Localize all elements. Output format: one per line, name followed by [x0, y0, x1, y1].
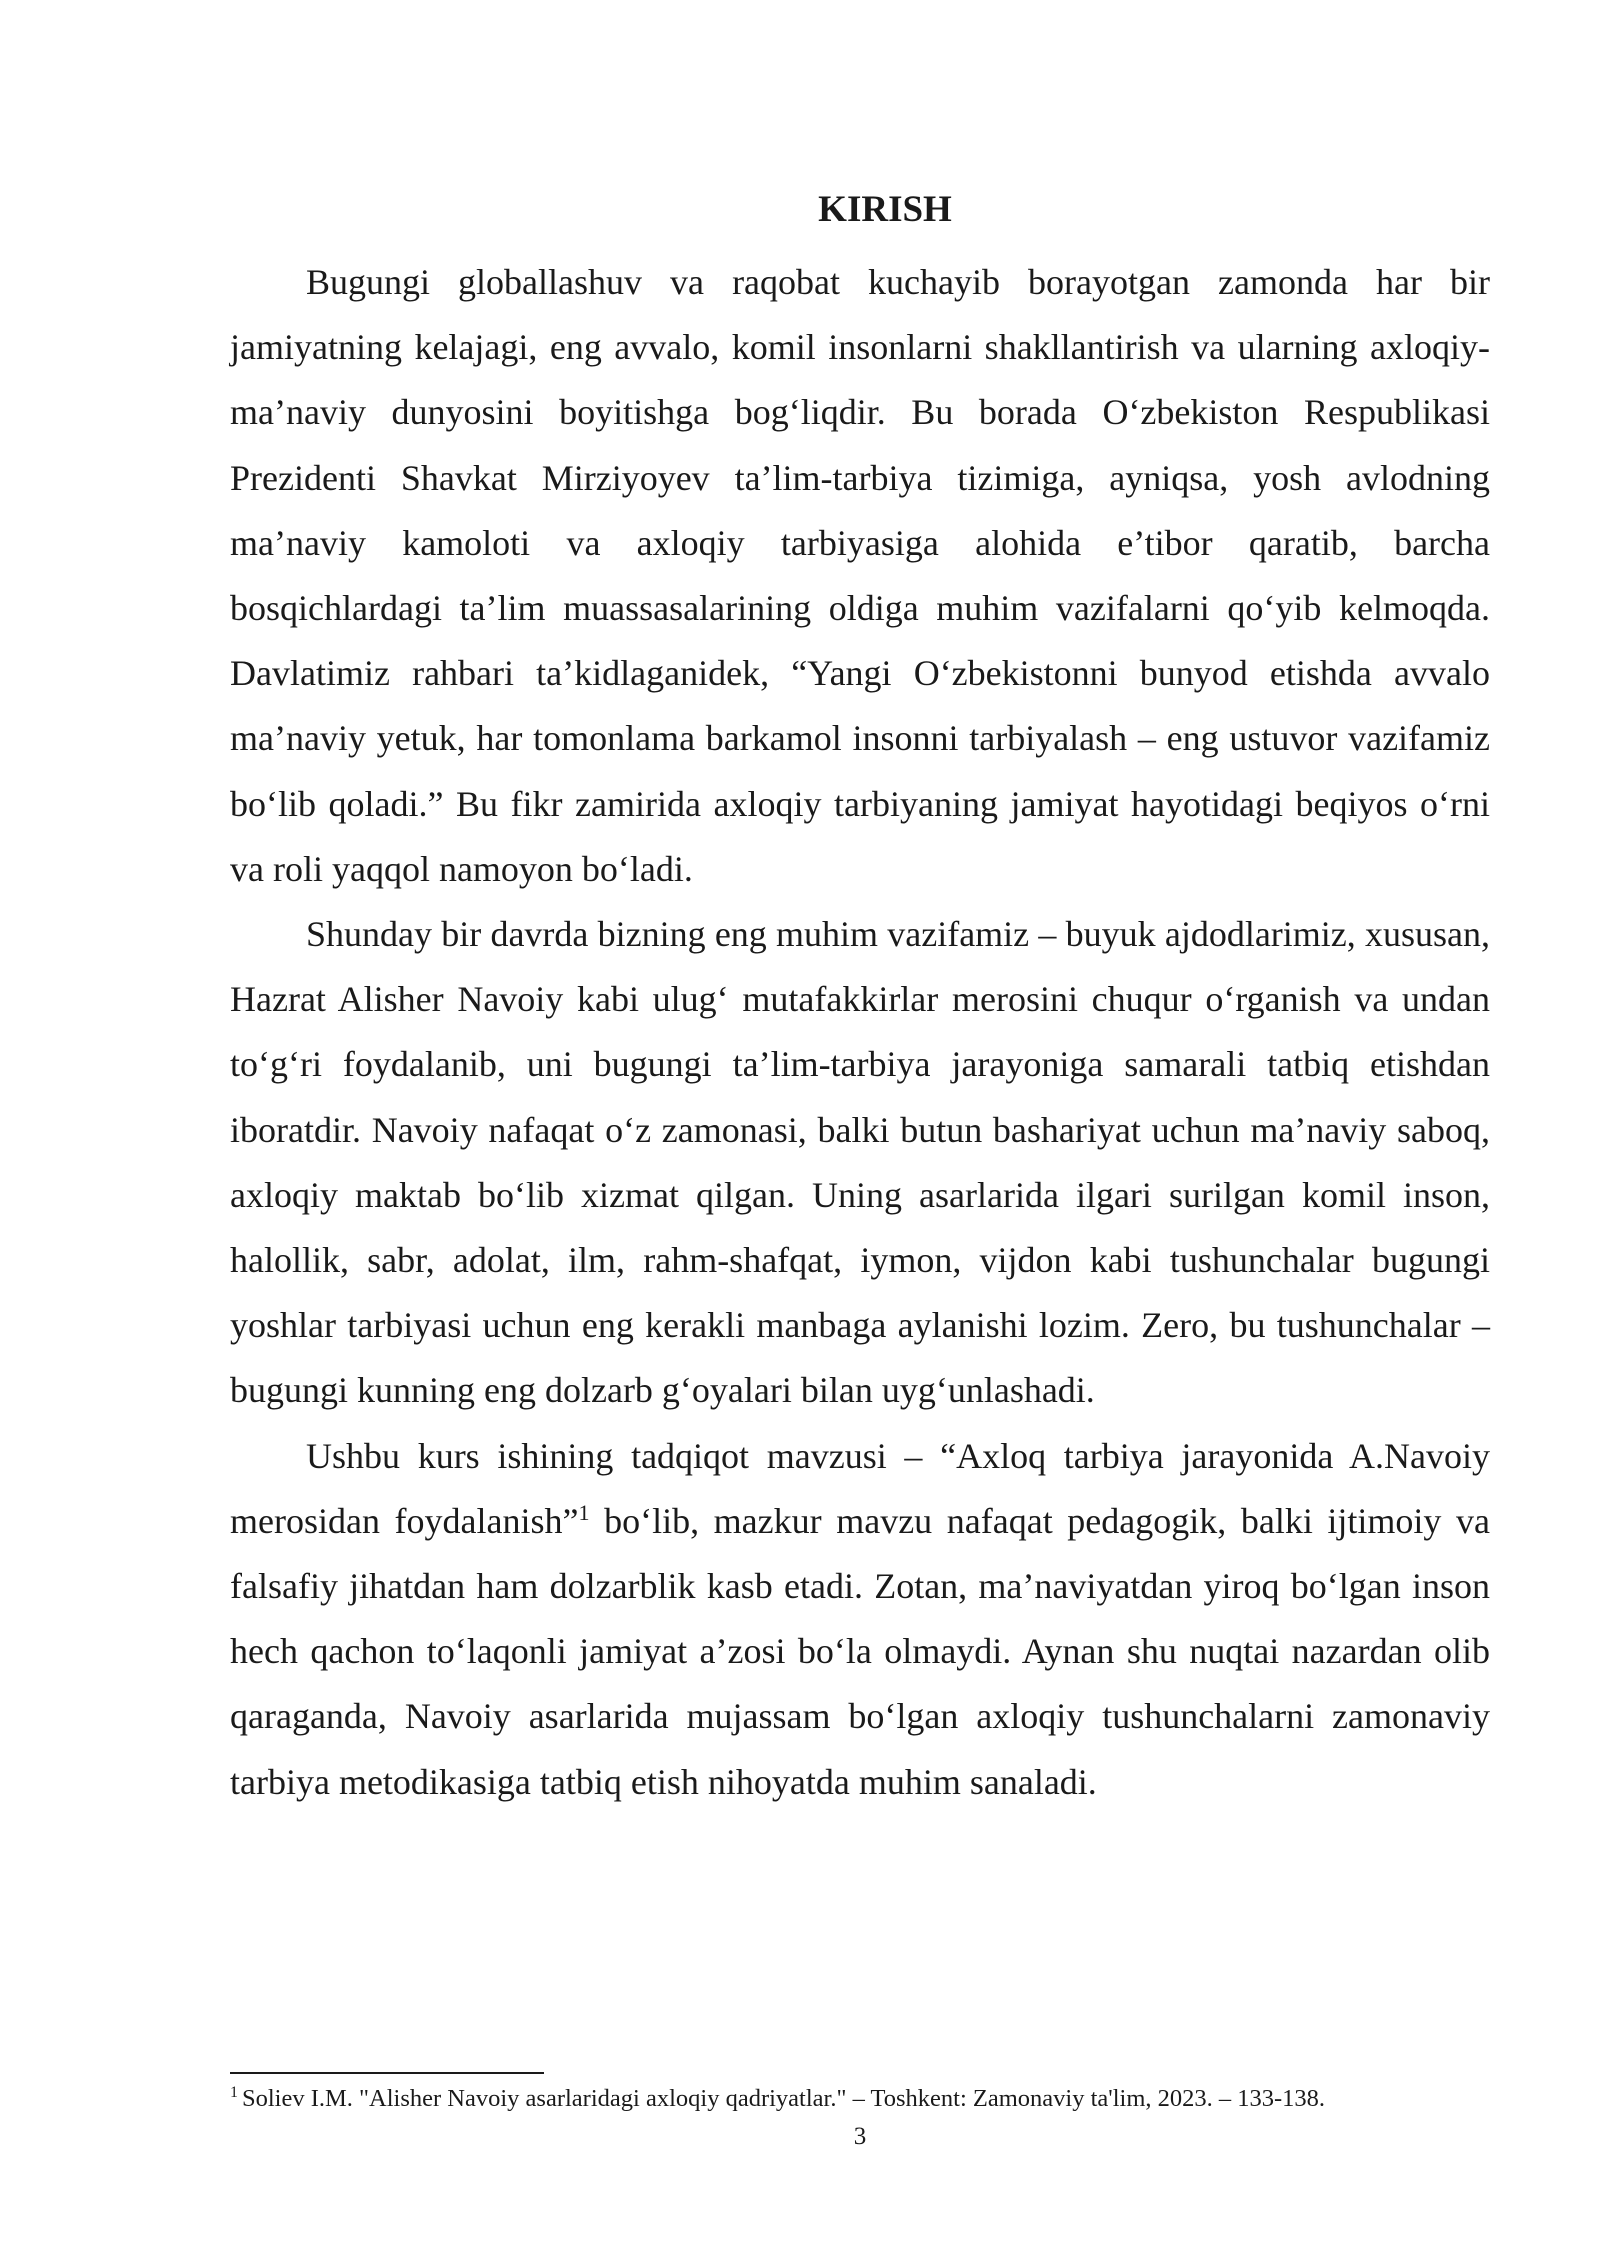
paragraph-3-text-before-reference: Ushbu kurs ishining tadqiqot mavzusi – “Axloq tarbiya jarayonida A.Navoiy merosidan foydalanish” [230, 1435, 1490, 1541]
main-text [230, 185, 1490, 1815]
page-number: 3 [853, 2123, 867, 2150]
paragraph-2: Shunday bir davrda bizning eng muhim vazifamiz – buyuk ajdodlarimiz, xususan, Hazrat Alisher Navoiy kabi ulug‘ mutafakkirlar merosini chuqur o‘rganish va undan to‘g‘ri foydalanib, uni bugungi ta’lim-tarbiya jarayoniga samarali tatbiq etishdan iboratdir. Navoiy nafaqat o‘z zamonasi, balki butun bashariyat uchun ma’naviy saboq, axloqiy maktab bo‘lib xizmat qilgan. Uning asarlarida ilgari surilgan komil inson, halollik, sabr, adolat, ilm, rahm-shafqat, iymon, vijdon kabi tushunchalar bugungi yoshlar tarbiyasi uchun eng kerakli manbaga aylanishi lozim. Zero, bu tushunchalar – bugungi kunning eng dolzarb g‘oyalari bilan uyg‘unlashadi. [230, 914, 1490, 1411]
footnote-separator [230, 2072, 544, 2074]
footnote-reference[interactable]: 1 [578, 1499, 590, 1525]
footnote [230, 2082, 1510, 2116]
paragraph-3 [230, 1424, 1490, 1815]
section-heading: KIRISH [818, 189, 952, 230]
footnote-text: Soliev I.M. "Alisher Navoiy asarlaridagi axloqiy qadriyatlar." – Toshkent: Zamonaviy ta'lim, 2023. – 133-138. [242, 2085, 1326, 2112]
footnote-number: 1 [230, 2083, 238, 2101]
paragraph-1: Bugungi globallashuv va raqobat kuchayib borayotgan zamonda har bir jamiyatning kelajagi, eng avvalo, komil insonlarni shakllantirish va ularning axloqiy-ma’naviy dunyosini boyitishga bog‘liqdir. Bu borada O‘zbekiston Respublikasi Prezidenti Shavkat Mirziyoyev ta’lim-tarbiya tizimiga, ayniqsa, yosh avlodning ma’naviy kamoloti va axloqiy tarbiyasiga alohida e’tibor qaratib, barcha bosqichlardagi ta’lim muassasalarining oldiga muhim vazifalarni qo‘yib kelmoqda. Davlatimiz rahbari ta’kidlaganidek, “Yangi O‘zbekistonni bunyod etishda avvalo ma’naviy yetuk, har tomonlama barkamol insonni tarbiyalash – eng ustuvor vazifamiz bo‘lib qoladi.” Bu fikr zamirida axloqiy tarbiyaning jamiyat hayotidagi beqiyos o‘rni va roli yaqqol namoyon bo‘ladi. [230, 262, 1490, 889]
paragraph-3-text-after-reference: bo‘lib, mazkur mavzu nafaqat pedagogik, balki ijtimoiy va falsafiy jihatdan ham dolzarblik kasb etadi. Zotan, ma’naviyatdan yiroq bo‘lgan inson hech qachon to‘laqonli jamiyat a’zosi bo‘la olmaydi. Aynan shu nuqtai nazardan olib qaraganda, Navoiy asarlarida mujassam bo‘lgan axloqiy tushunchalarni zamonaviy tarbiya metodikasiga tatbiq etish nihoyatda muhim sanaladi. [230, 1500, 1490, 1802]
